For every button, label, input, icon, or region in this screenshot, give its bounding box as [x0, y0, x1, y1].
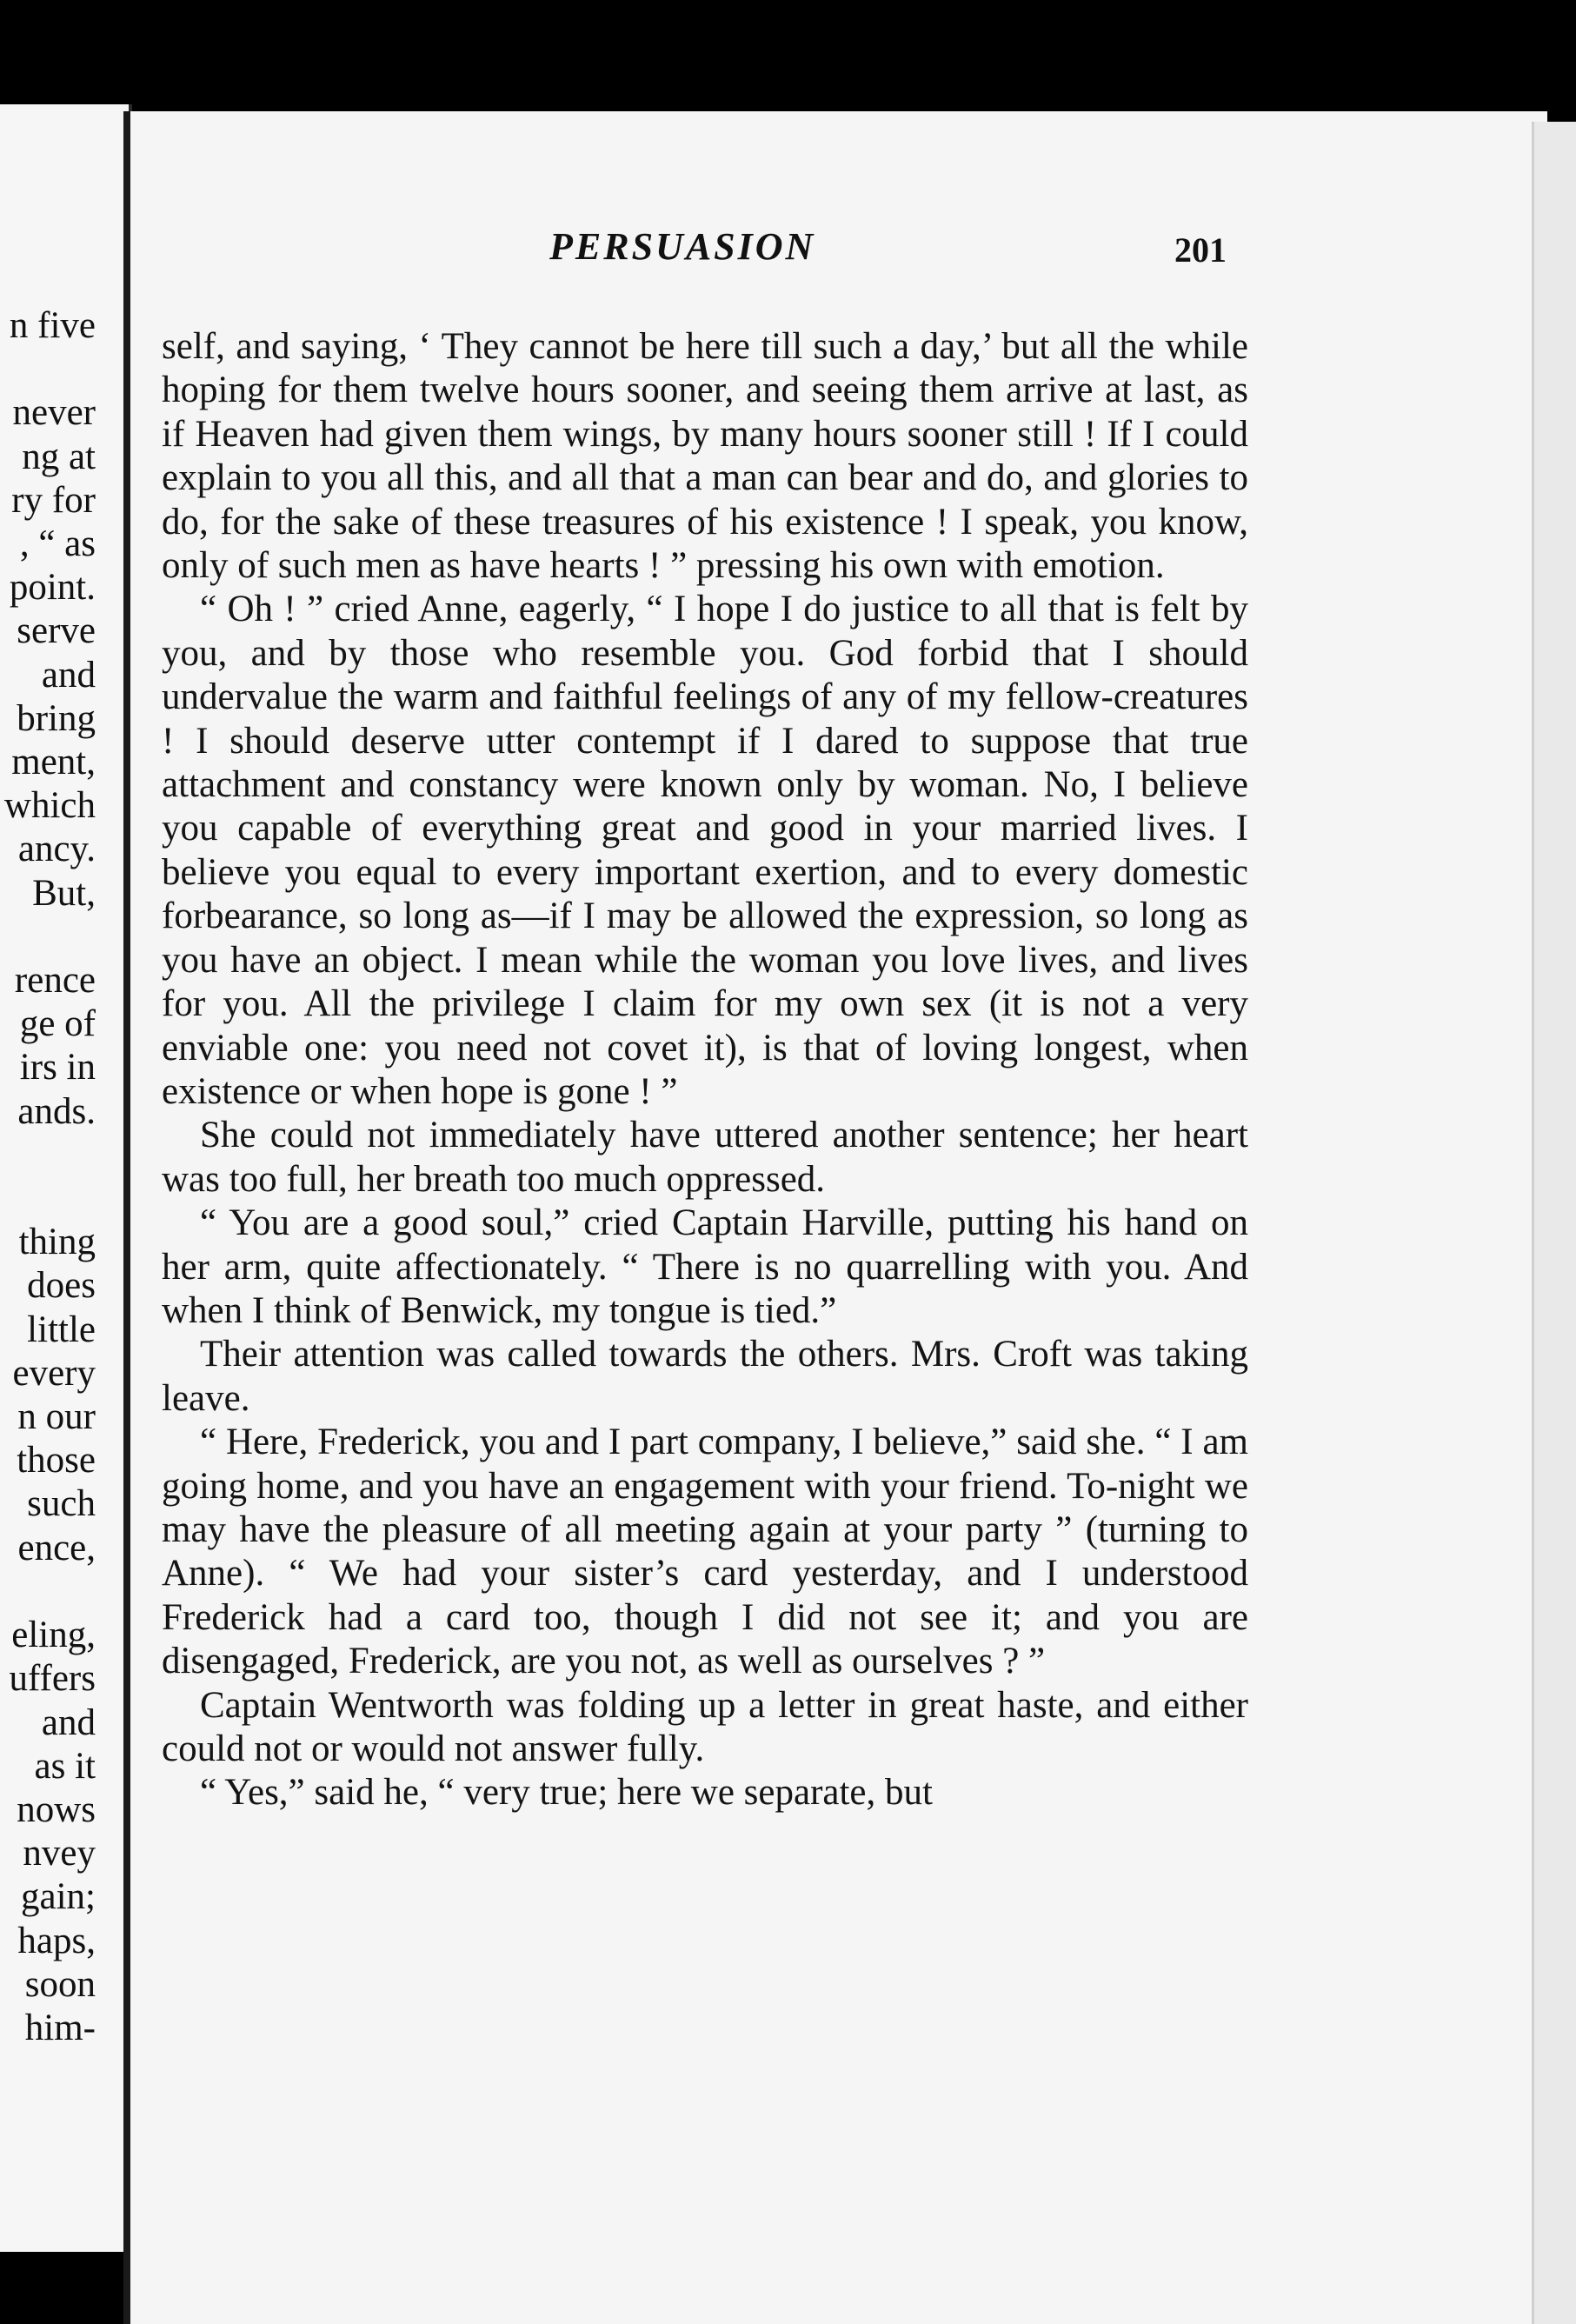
page-header [0, 224, 1252, 285]
paragraph: She could not immediately have uttered another sentence; her heart was too full, her breath too much oppressed. [162, 1115, 1248, 1200]
paragraph: self, and saying, ‘ They cannot be here till such a day,’ but all the while hoping for them twelve hours sooner, and seeing them arrive at last, as if Heaven had given them wings, by many hours sooner still ! If I could explain to you all this, and all that a man can bear and do, and glories to do, for the sake of these treasures of his existence ! I speak, you know, only of such men as have hearts ! ” pressing his own with emotion. [162, 326, 1248, 587]
page-number: 201 [1174, 230, 1227, 270]
body-text [162, 325, 1248, 1815]
left-page [0, 104, 132, 2252]
page-edge [1532, 122, 1576, 2324]
paragraph: “ Here, Frederick, you and I part company, I believe,” said she. “ I am going home, and you have an engagement with your friend. To-night we may have the pleasure of all meeting again at your party ” (turning to Anne). “ We had your sister’s card yesterday, and I understood Frederick had a card too, though I did not see it; and you are disengaged, Frederick, are you not, as well as ourselves ? ” [162, 1422, 1248, 1682]
left-page-text-fragments: n five never ng at ry for , “ as point. serve and bring ment, which ancy. But, rence ge of irs in ands. thing does little every n our those such ence, eling, uffers and as it nows nvey gain; haps, soon him- [3, 305, 96, 2048]
paragraph: “ Oh ! ” cried Anne, eagerly, “ I hope I do justice to all that is felt by you, and by those who resemble you. God forbid that I should undervalue the warm and faithful feelings of any of my fellow-creatures ! I should deserve utter contempt if I dared to suppose that true attachment and constancy were known only by woman. No, I believe you capable of everything great and good in your married lives. I believe you equal to every important exertion, and to every domestic forbearance, so long as—if I may be allowed the expression, so long as you have an object. I mean while the woman you love lives, and lives for you. All the privilege I claim for my own sex (it is not a very enviable one: you need not covet it), is that of loving longest, when existence or when hope is gone ! ” [162, 589, 1248, 1112]
running-title: PERSUASION [549, 225, 816, 268]
paragraph: “ You are a good soul,” cried Captain Harville, putting his hand on her arm, quite affectionately. “ There is no quarrelling with you. And when I think of Benwick, my tongue is tied.” [162, 1202, 1248, 1331]
paragraph: Captain Wentworth was folding up a letter in great haste, and either could not or would not answer fully. [162, 1684, 1248, 1769]
paragraph: Their attention was called towards the others. Mrs. Croft was taking leave. [162, 1334, 1248, 1419]
paragraph: “ Yes,” said he, “ very true; here we separate, but [200, 1772, 933, 1814]
